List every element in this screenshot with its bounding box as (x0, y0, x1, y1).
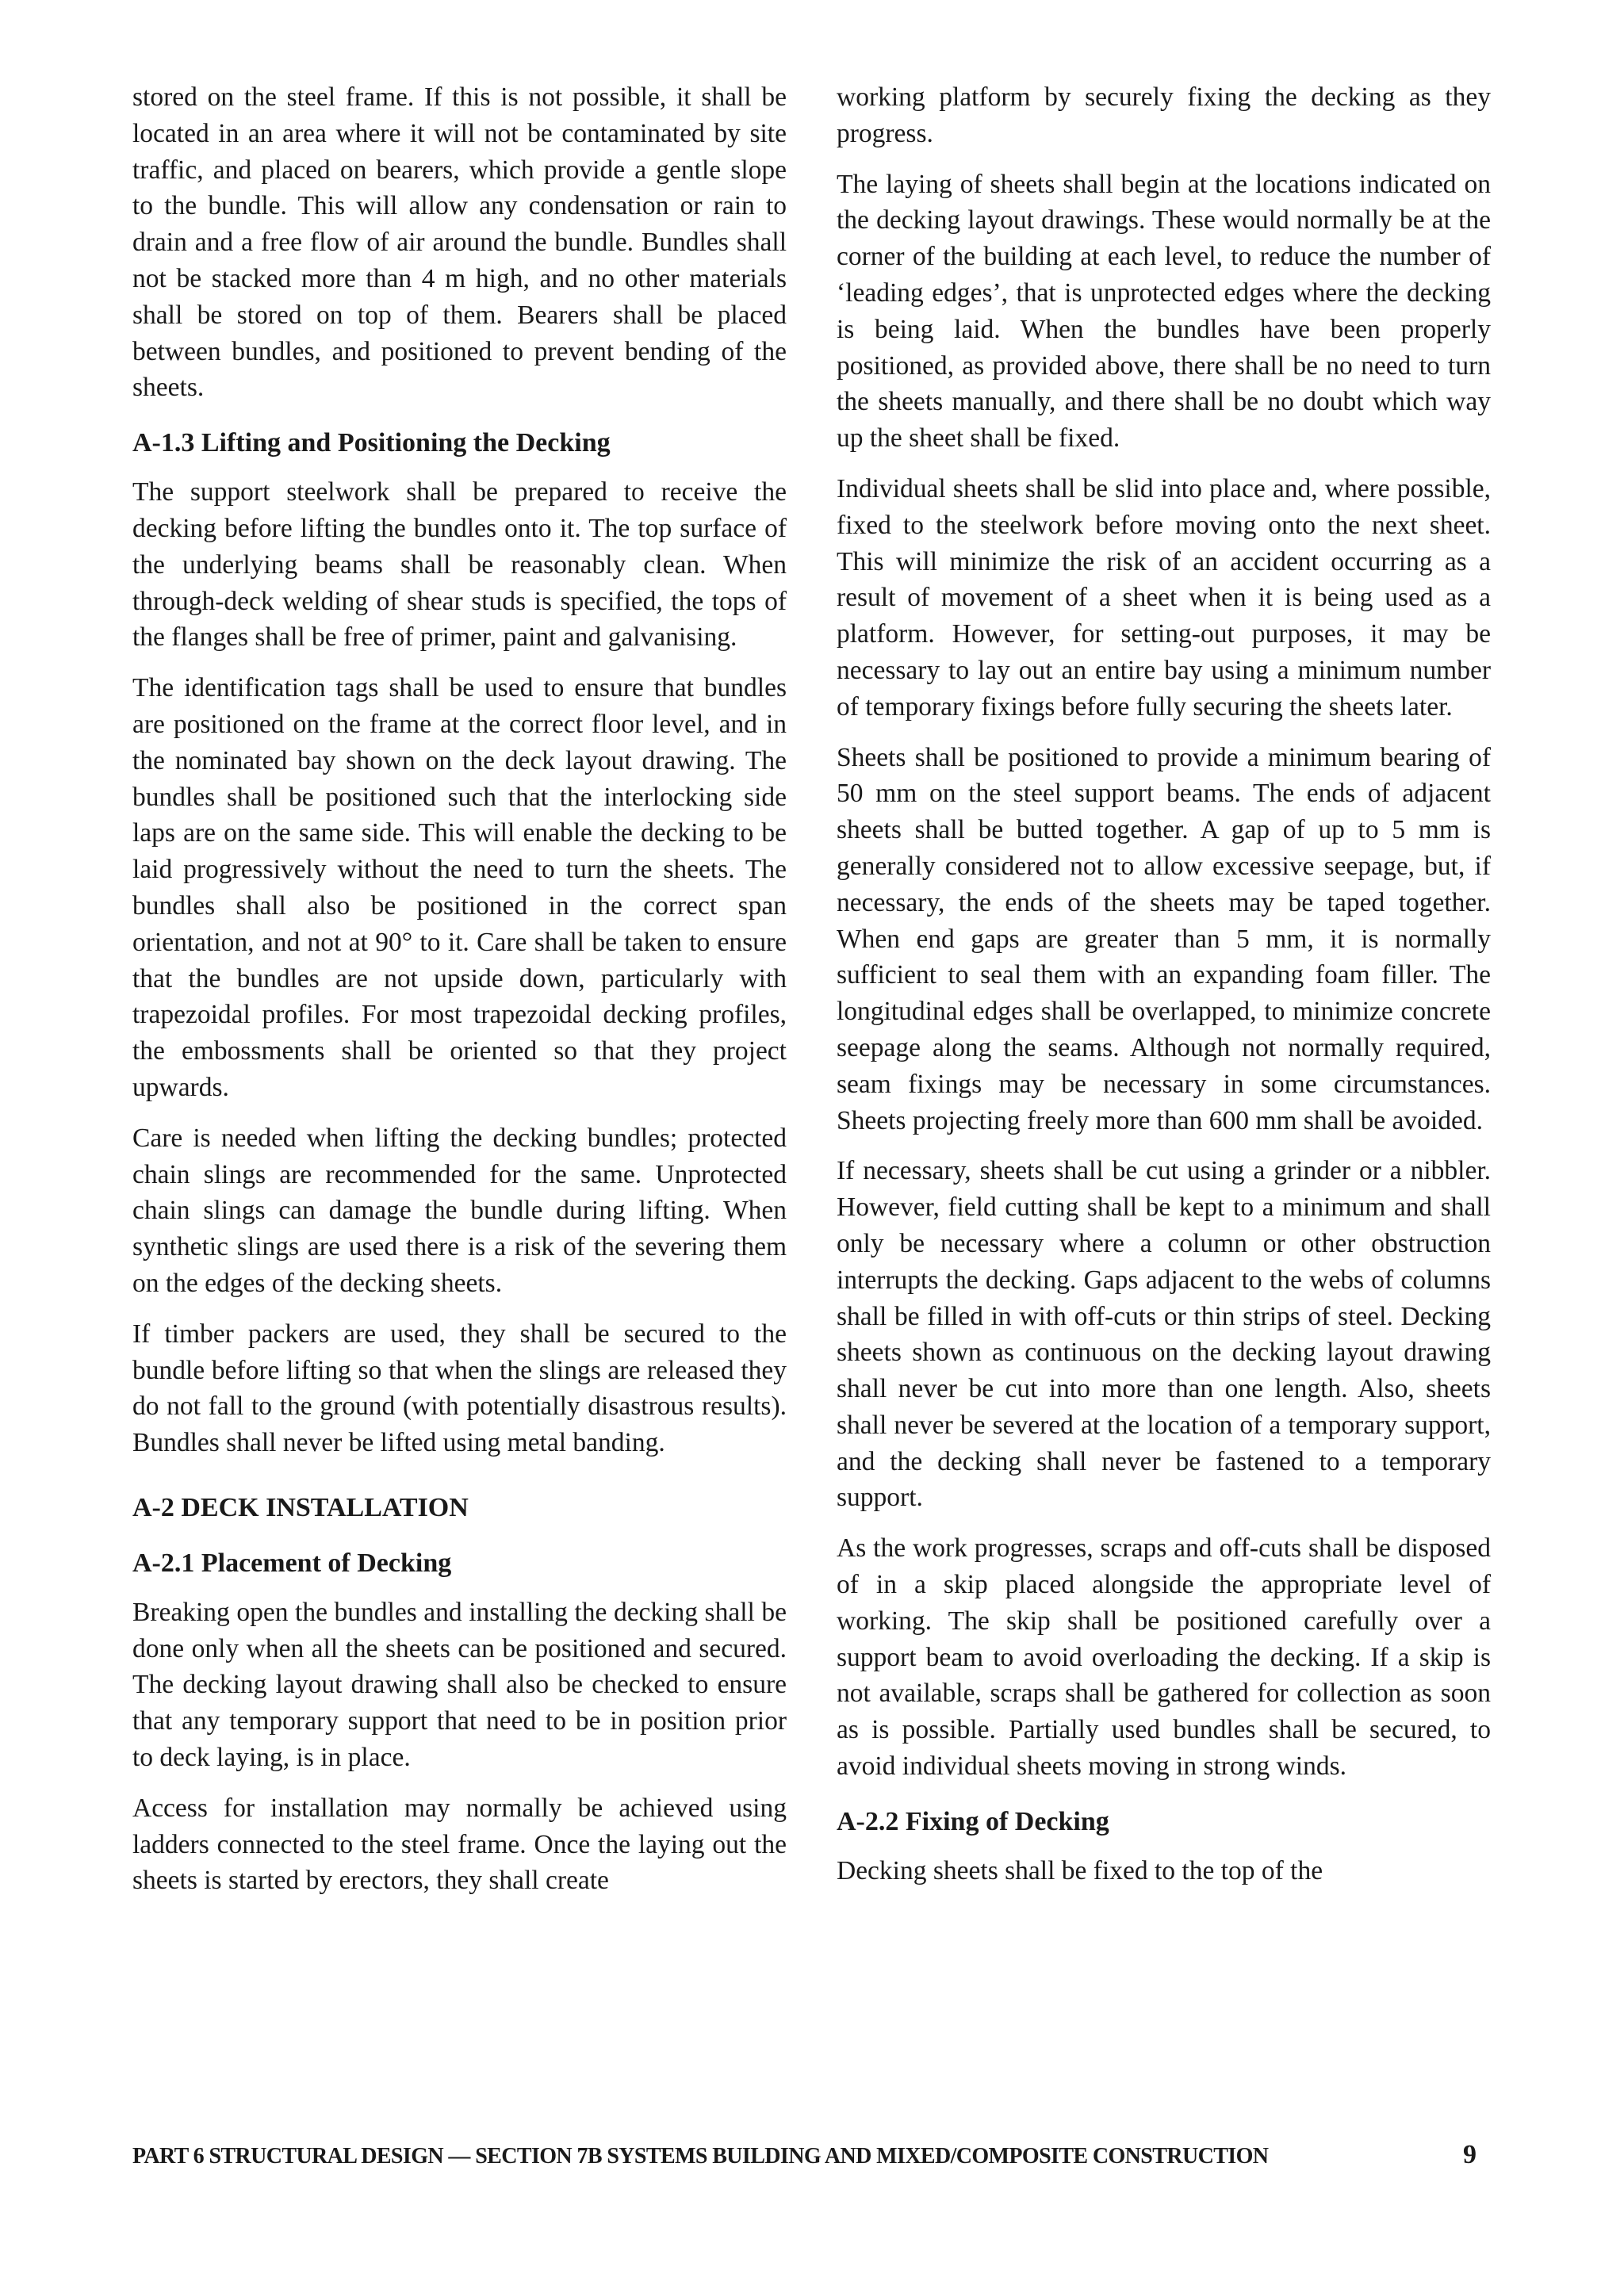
paragraph: Decking sheets shall be fixed to the top of the (837, 1855, 1323, 1885)
paragraph: The laying of sheets shall begin at the locations indicated on the decking layout drawings. These would normally be at the corner of the building at each level, to reduce the number of ‘leading edges’, that is unprotected edges where the decking is being laid. When the bundles have been properly positioned, as provided above, there shall be no need to turn the sheets manually, and there shall be no doubt which way up the sheet shall be fixed. (837, 169, 1491, 454)
paragraph: Care is needed when lifting the decking bundles; protected chain slings are recommended for the same. Unprotected chain slings can damage the bundle during lifting. When synthetic slings are used there is a risk of the severing them on the edges of the decking sheets. (132, 1123, 787, 1298)
page-number: 9 (1463, 2140, 1477, 2169)
paragraph: The support steelwork shall be prepared to receive the decking before lifting the bundles onto it. The top surface of the underlying beams shall be reasonably clean. When through-deck welding of shear studs is specified, the tops of the flanges shall be free of primer, paint and galvanising. (132, 477, 787, 653)
paragraph: If necessary, sheets shall be cut using a grinder or a nibbler. However, field cutting shall be kept to a minimum and shall only be necessary where a column or other obstruction interrupts the decking. Gaps adjacent to the webs of columns shall be filled in with off-cuts or thin strips of steel. Decking sheets shown as continuous on the decking layout drawing shall never be cut into more than one length. Also, sheets shall never be severed at the location of a temporary support, and the decking shall never be fastened to a temporary support. (837, 1156, 1491, 1513)
paragraph: stored on the steel frame. If this is not possible, it shall be located in an area where it will not be contaminated by site traffic, and placed on bearers, which provide a gentle slope to the bundle. This will allow any condensation or rain to drain and a free flow of air around the bundle. Bundles shall not be stacked more than 4 m high, and no other materials shall be stored on top of them. Bearers shall be placed between bundles, and positioned to prevent bending of the sheets. (132, 82, 787, 403)
running-footer: PART 6 STRUCTURAL DESIGN — SECTION 7B SYSTEMS BUILDING AND MIXED/COMPOSITE CONSTRUCTION (132, 2144, 1269, 2169)
paragraph: If timber packers are used, they shall be secured to the bundle before lifting so that when the slings are released they do not fall to the ground (with potentially disastrous results). Bundles shall never be lifted using metal banding. (132, 1319, 787, 1458)
paragraph: Breaking open the bundles and installing the decking shall be done only when all the sheets can be positioned and secured. The decking layout drawing shall also be checked to ensure that any temporary support that need to be in position prior to deck laying, is in place. (132, 1597, 787, 1773)
section-heading-a-2-2: A-2.2 Fixing of Decking (837, 1806, 1109, 1836)
section-heading-a-2-1: A-2.1 Placement of Decking (132, 1548, 452, 1578)
paragraph: Access for installation may normally be achieved using ladders connected to the steel frame. Once the laying out the sheets is started by erectors, they shall create (132, 1793, 787, 1896)
right-column (837, 79, 1491, 1904)
section-heading-a-2: A-2 DECK INSTALLATION (132, 1492, 469, 1522)
left-column (132, 79, 787, 1913)
paragraph: As the work progresses, scraps and off-cuts shall be disposed of in a skip placed alongside the appropriate level of working. The skip shall be positioned carefully over a support beam to avoid overloading the decking. If a skip is not available, scraps shall be gathered for collection as soon as is possible. Partially used bundles shall be secured, to avoid individual sheets moving in strong winds. (837, 1533, 1491, 1782)
section-heading-a-1-3: A-1.3 Lifting and Positioning the Decking (132, 428, 611, 458)
paragraph: Sheets shall be positioned to provide a minimum bearing of 50 mm on the steel support beams. The ends of adjacent sheets shall be butted together. A gap of up to 5 mm is generally considered not to allow excessive seepage, but, if necessary, the ends of the sheets may be taped together. When end gaps are greater than 5 mm, it is normally sufficient to seal them with an expanding foam filler. The longitudinal edges shall be overlapped, to minimize concrete seepage along the seams. Although not normally required, seam fixings may be necessary in some circumstances. Sheets projecting freely more than 600 mm shall be avoided. (837, 742, 1491, 1135)
paragraph: The identification tags shall be used to ensure that bundles are positioned on the frame at the correct floor level, and in the nominated bay shown on the deck layout drawing. The bundles shall be positioned such that the interlocking side laps are on the same side. This will enable the decking to be laid progressively without the need to turn the sheets. The bundles shall also be positioned in the correct span orientation, and not at 90° to it. Care shall be taken to ensure that the bundles are not upside down, particularly with trapezoidal profiles. For most trapezoidal decking profiles, the embossments shall be oriented so that they project upwards. (132, 673, 787, 1102)
paragraph: working platform by securely fixing the decking as they progress. (837, 82, 1491, 148)
paragraph: Individual sheets shall be slid into place and, where possible, fixed to the steelwork before moving onto the next sheet. This will minimize the risk of an accident occurring as a result of movement of a sheet when it is being used as a platform. However, for setting-out purposes, it may be necessary to lay out an entire bay using a minimum number of temporary fixings before fully securing the sheets later. (837, 473, 1491, 722)
